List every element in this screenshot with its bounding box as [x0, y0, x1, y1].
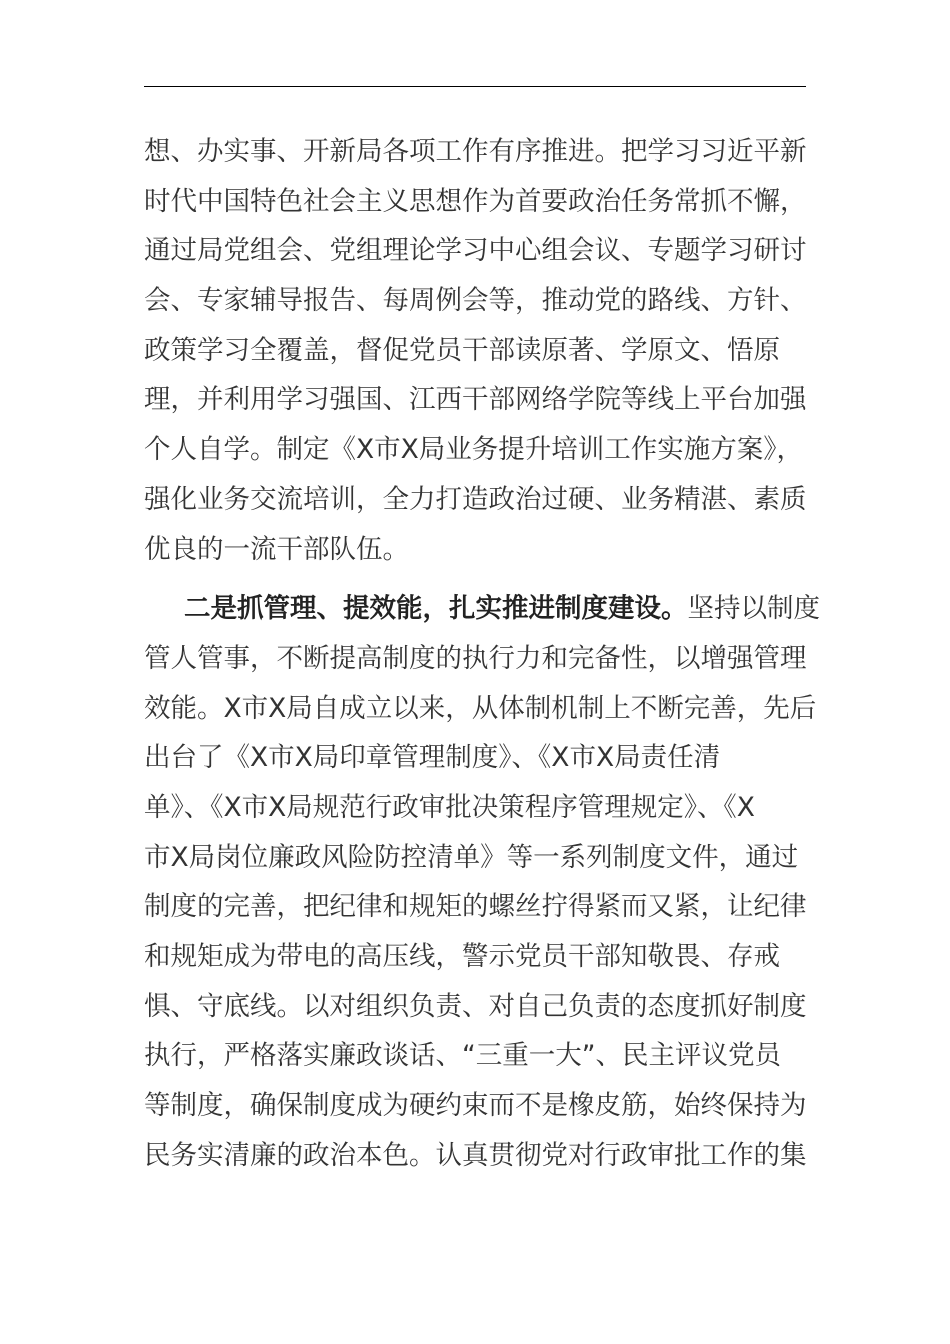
text-line: 市X局岗位廉政风险防控清单》等一系列制度文件，通过	[144, 841, 799, 873]
text-line: 民务实清廉的政治本色。认真贯彻党对行政审批工作的集	[144, 1139, 807, 1171]
text-run: 坚持以制度	[687, 593, 820, 625]
text-line: 等制度，确保制度成为硬约束而不是橡皮筋，始终保持为	[144, 1090, 807, 1122]
paragraph-2-first-line	[144, 584, 820, 634]
text-line: 效能。X市X局自成立以来，从体制机制上不断完善，先后	[144, 692, 817, 724]
text-line: 出台了《X市X局印章管理制度》、《X市X局责任清	[144, 742, 721, 774]
text-line: 管人管事，不断提高制度的执行力和完备性，以增强管理	[144, 642, 807, 674]
text-line: 通过局党组会、党组理论学习中心组会议、专题学习研讨	[144, 235, 807, 267]
text-line: 会、专家辅导报告、每周例会等，推动党的路线、方针、	[144, 285, 807, 317]
text-line: 制度的完善，把纪律和规矩的螺丝拧得紧而又紧，让纪律	[144, 891, 807, 923]
body-text	[144, 127, 820, 1180]
text-line: 想、办实事、开新局各项工作有序推进。把学习习近平新	[144, 136, 807, 167]
text-line: 个人自学。制定《X市X局业务提升培训工作实施方案》，	[144, 434, 804, 466]
text-line: 优良的一流干部队伍。	[144, 533, 409, 565]
paragraph-heading: 二是抓管理、提效能，扎实推进制度建设。	[184, 593, 688, 625]
text-line: 单》、《X市X局规范行政审批决策程序管理规定》、《X	[144, 791, 755, 823]
text-line: 强化业务交流培训，全力打造政治过硬、业务精湛、素质	[144, 483, 807, 515]
paragraph-1	[144, 127, 806, 574]
text-line: 和规矩成为带电的高压线，警示党员干部知敬畏、存戒	[144, 941, 780, 972]
text-line: 执行，严格落实廉政谈话、“三重一大”、民主评议党员	[144, 1040, 781, 1072]
text-line: 政策学习全覆盖，督促党员干部读原著、学原文、悟原	[144, 334, 780, 366]
text-line: 惧、守底线。以对组织负责、对自己负责的态度抓好制度	[144, 990, 807, 1022]
header-rule	[144, 86, 806, 87]
paragraph-2	[144, 584, 820, 1180]
text-line: 时代中国特色社会主义思想作为首要政治任务常抓不懈，	[144, 185, 807, 217]
text-line: 理，并利用学习强国、江西干部网络学院等线上平台加强	[144, 384, 807, 416]
